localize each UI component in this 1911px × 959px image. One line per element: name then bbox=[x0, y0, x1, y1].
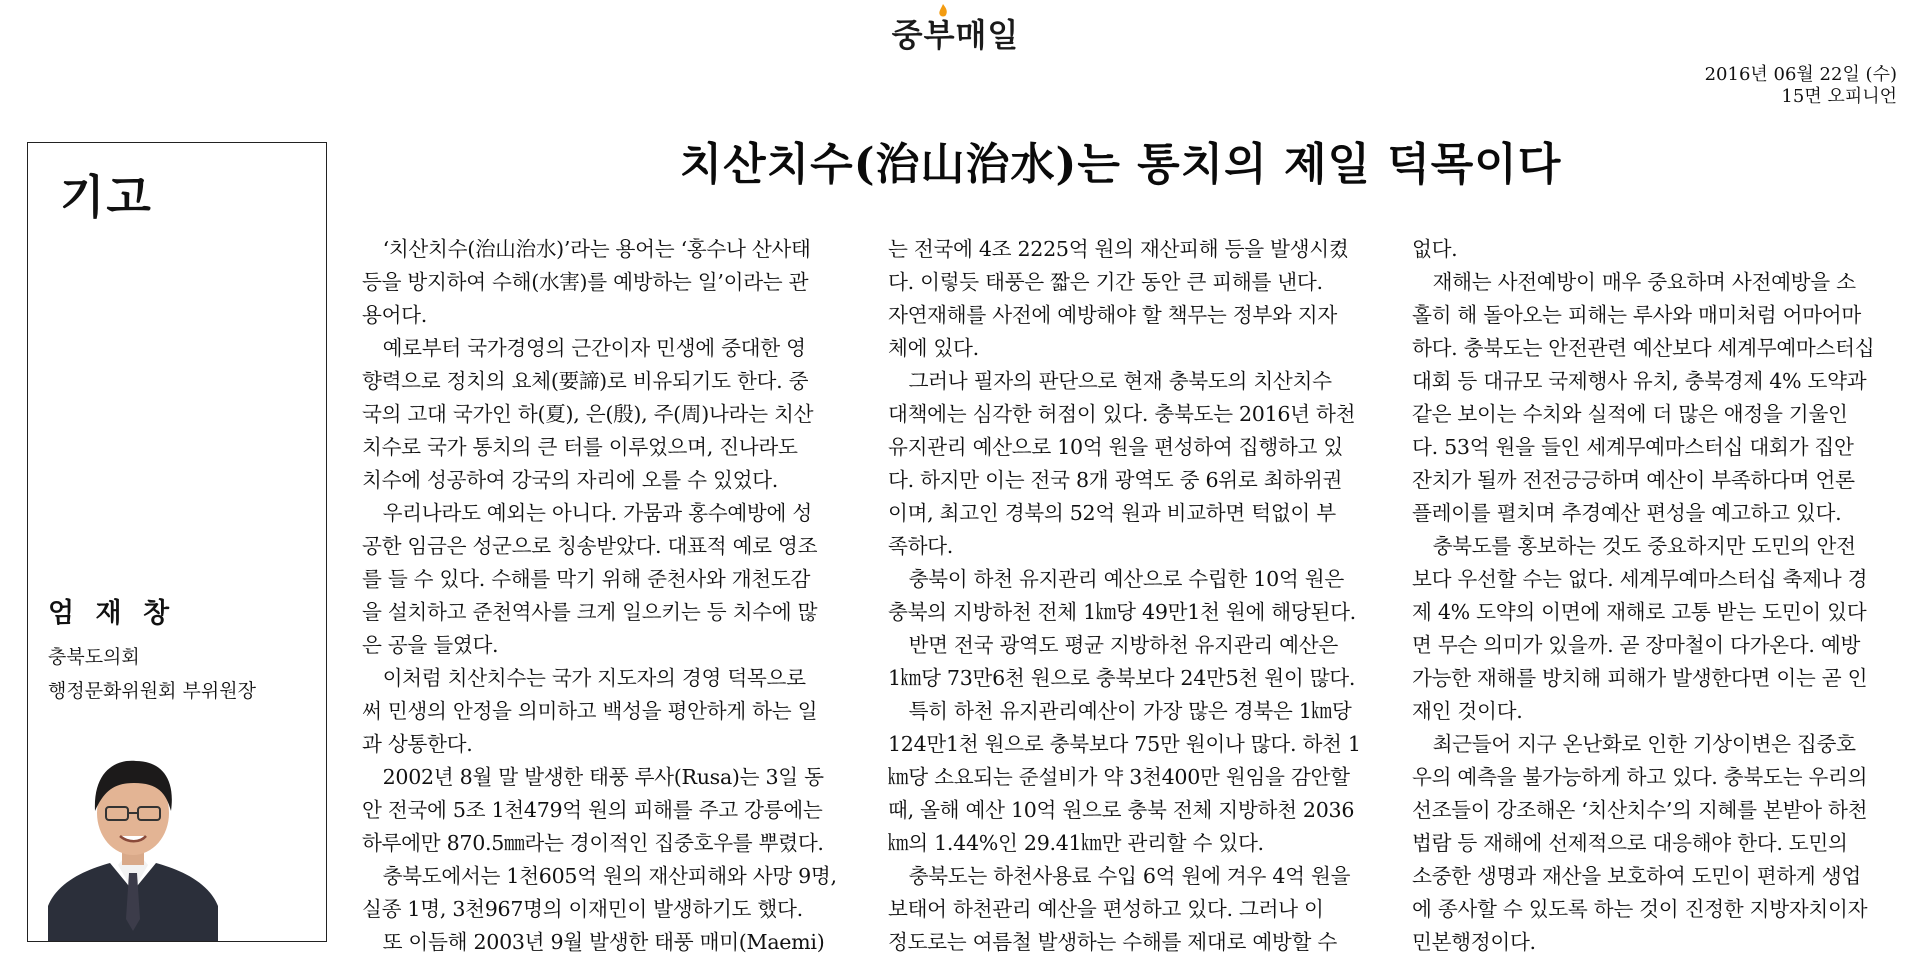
newspaper-logo bbox=[892, 10, 1020, 56]
body-line: 용어다. bbox=[362, 303, 428, 327]
body-line: 충북도를 홍보하는 것도 중요하지만 도민의 안전 bbox=[1432, 534, 1856, 558]
body-line: 이며, 최고인 경북의 52억 원과 비교하면 턱없이 부 bbox=[888, 501, 1336, 525]
page-section: 15면 오피니언 bbox=[1781, 86, 1897, 107]
body-line: 안 전국에 5조 1천479억 원의 피해를 주고 강릉에는 bbox=[362, 798, 823, 822]
body-line: 을 설치하고 준천역사를 크게 일으키는 등 치수에 많 bbox=[362, 600, 818, 624]
body-line: 대회 등 대규모 국제행사 유치, 충북경제 4% 도약과 bbox=[1412, 369, 1867, 393]
body-line: 공한 임금은 성군으로 칭송받았다. 대표적 예로 영조 bbox=[362, 534, 818, 558]
author-name: 엄 재 창 bbox=[48, 598, 176, 629]
body-line: 선조들이 강조해온 ‘치산치수’의 지혜를 본받아 하천 bbox=[1412, 798, 1868, 822]
body-line: 자연재해를 사전에 예방해야 할 책무는 정부와 지자 bbox=[888, 303, 1337, 327]
body-line: 충북도는 하천사용료 수입 6억 원에 겨우 4억 원을 bbox=[908, 864, 1351, 888]
body-line: 체에 있다. bbox=[888, 336, 979, 360]
body-line: 에 종사할 수 있도록 하는 것이 진정한 지방자치이자 bbox=[1412, 897, 1868, 921]
section-label: 기고 bbox=[60, 170, 153, 224]
body-line: 치수에 성공하여 강국의 자리에 오를 수 있었다. bbox=[362, 468, 778, 492]
body-line: 가능한 재해를 방치해 피해가 발생한다면 이는 곧 인 bbox=[1412, 666, 1868, 690]
body-line: ㎞당 소요되는 준설비가 약 3천400만 원임을 감안할 bbox=[888, 765, 1350, 789]
author-affiliation-line: 행정문화위원회 부위원장 bbox=[48, 680, 256, 702]
publication-date: 2016년 06월 22일 (수) bbox=[1704, 64, 1897, 85]
body-line: 홀히 해 돌아오는 피해는 루사와 매미처럼 어마어마 bbox=[1412, 303, 1861, 327]
body-line: 법람 등 재해에 선제적으로 대응해야 한다. 도민의 bbox=[1412, 831, 1848, 855]
body-line: 다. 이렇듯 태풍은 짧은 기간 동안 큰 피해를 낸다. bbox=[888, 270, 1323, 294]
body-line: 충북이 하천 유지관리 예산으로 수립한 10억 원은 bbox=[908, 567, 1344, 591]
body-line: 정도로는 여름철 발생하는 수해를 제대로 예방할 수 bbox=[888, 930, 1337, 954]
author-affiliation bbox=[48, 640, 256, 708]
body-line: 써 민생의 안정을 의미하고 백성을 평안하게 하는 일 bbox=[362, 699, 818, 723]
body-line: 족하다. bbox=[888, 534, 954, 558]
body-line: ‘치산치수(治山治水)’라는 용어는 ‘홍수나 산사태 bbox=[382, 237, 811, 261]
body-line: 잔치가 될까 전전긍긍하며 예산이 부족하다며 언론 bbox=[1412, 468, 1855, 492]
body-line: 국의 고대 국가인 하(夏), 은(殷), 주(周)나라는 치산 bbox=[362, 402, 814, 426]
body-line: 은 공을 들였다. bbox=[362, 633, 499, 657]
article-column bbox=[1412, 233, 1892, 959]
article-headline: 치산치수(治山治水)는 통치의 제일 덕목이다 bbox=[679, 139, 1562, 190]
body-line: 플레이를 펼치며 추경예산 편성을 예고하고 있다. bbox=[1412, 501, 1842, 525]
body-line: ㎞의 1.44%인 29.41㎞만 관리할 수 있다. bbox=[888, 831, 1264, 855]
body-line: 향력으로 정치의 요체(要諦)로 비유되기도 한다. 중 bbox=[362, 369, 809, 393]
body-line: 치수로 국가 통치의 큰 터를 이루었으며, 진나라도 bbox=[362, 435, 798, 459]
body-line: 우의 예측을 불가능하게 하고 있다. 충북도는 우리의 bbox=[1412, 765, 1868, 789]
body-line: 최근들어 지구 온난화로 인한 기상이변은 집중호 bbox=[1432, 732, 1856, 756]
body-line: 제 4% 도약의 이면에 재해로 고통 받는 도민이 있다 bbox=[1412, 600, 1867, 624]
body-line: 대책에는 심각한 허점이 있다. 충북도는 2016년 하천 bbox=[888, 402, 1356, 426]
body-line: 과 상통한다. bbox=[362, 732, 473, 756]
body-line: 124만1천 원으로 충북보다 75만 원이나 많다. 하천 1 bbox=[888, 732, 1361, 756]
body-line: 를 들 수 있다. 수해를 막기 위해 준천사와 개천도감 bbox=[362, 567, 811, 591]
body-line: 는 전국에 4조 2225억 원의 재산피해 등을 발생시켰 bbox=[888, 237, 1349, 261]
body-line: 유지관리 예산으로 10억 원을 편성하여 집행하고 있 bbox=[888, 435, 1343, 459]
body-line: 우리나라도 예외는 아니다. 가뭄과 홍수예방에 성 bbox=[382, 501, 812, 525]
body-line: 재인 것이다. bbox=[1412, 699, 1523, 723]
body-line: 특히 하천 유지관리예산이 가장 많은 경북은 1㎞당 bbox=[908, 699, 1352, 723]
body-line: 그러나 필자의 판단으로 현재 충북도의 치산치수 bbox=[908, 369, 1332, 393]
article-column bbox=[362, 233, 842, 959]
body-line: 실종 1명, 3천967명의 이재민이 발생하기도 했다. bbox=[362, 897, 803, 921]
body-line: 보태어 하천관리 예산을 편성하고 있다. 그러나 이 bbox=[888, 897, 1324, 921]
body-line: 2002년 8월 말 발생한 태풍 루사(Rusa)는 3일 동 bbox=[382, 765, 824, 789]
body-line: 이처럼 치산치수는 국가 지도자의 경영 덕목으로 bbox=[382, 666, 806, 690]
body-line: 하다. 충북도는 안전관련 예산보다 세계무예마스터십 bbox=[1412, 336, 1875, 360]
body-line: 면 무슨 의미가 있을까. 곧 장마철이 다가온다. 예방 bbox=[1412, 633, 1861, 657]
body-line: 민본행정이다. bbox=[1412, 930, 1536, 954]
body-line: 등을 방지하여 수해(水害)를 예방하는 일’이라는 관 bbox=[362, 270, 809, 294]
author-portrait bbox=[48, 741, 218, 941]
body-line: 1㎞당 73만6천 원으로 충북보다 24만5천 원이 많다. bbox=[888, 666, 1356, 690]
body-line: 하루에만 870.5㎜라는 경이적인 집중호우를 뿌렸다. bbox=[362, 831, 824, 855]
body-line: 또 이듬해 2003년 9월 발생한 태풍 매미(Maemi) bbox=[382, 930, 825, 954]
dateline bbox=[1705, 64, 1897, 108]
logo-text: 중부매일 bbox=[891, 16, 1020, 54]
body-line: 다. 하지만 이는 전국 8개 광역도 중 6위로 최하위권 bbox=[888, 468, 1343, 492]
contributor-box bbox=[27, 142, 327, 942]
body-line: 재해는 사전예방이 매우 중요하며 사전예방을 소 bbox=[1432, 270, 1856, 294]
body-line: 충북도에서는 1천605억 원의 재산피해와 사망 9명, bbox=[382, 864, 837, 888]
body-line: 충북의 지방하천 전체 1㎞당 49만1천 원에 해당된다. bbox=[888, 600, 1356, 624]
author-affiliation-line: 충북도의회 bbox=[48, 646, 140, 668]
body-line: 때, 올해 예산 10억 원으로 충북 전체 지방하천 2036 bbox=[888, 798, 1355, 822]
body-line: 다. 53억 원을 들인 세계무예마스터십 대회가 집안 bbox=[1412, 435, 1854, 459]
flame-icon bbox=[938, 4, 948, 18]
body-line: 보다 우선할 수는 없다. 세계무예마스터십 축제나 경 bbox=[1412, 567, 1868, 591]
body-line: 없다. bbox=[1412, 237, 1458, 261]
body-line: 반면 전국 광역도 평균 지방하천 유지관리 예산은 bbox=[908, 633, 1338, 657]
body-line: 예로부터 국가경영의 근간이자 민생에 중대한 영 bbox=[382, 336, 806, 360]
body-line: 소중한 생명과 재산을 보호하여 도민이 편하게 생업 bbox=[1412, 864, 1861, 888]
masthead bbox=[0, 10, 1911, 56]
article-column bbox=[888, 233, 1368, 959]
body-line: 같은 보이는 수치와 실적에 더 많은 애정을 기울인 bbox=[1412, 402, 1848, 426]
